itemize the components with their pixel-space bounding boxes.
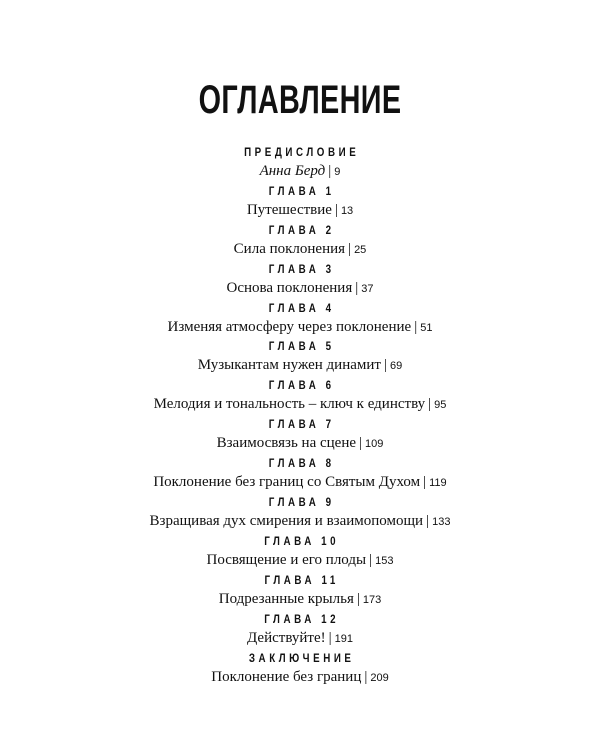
toc-entry-heading: ГЛАВА 4 — [268, 302, 335, 315]
toc-entry-line — [0, 589, 600, 610]
toc-entry-heading: ГЛАВА 8 — [268, 458, 335, 471]
separator: | — [334, 201, 338, 218]
toc-entry-page-number: 9 — [334, 166, 341, 178]
toc-entry-page-number: 153 — [375, 554, 394, 567]
separator: | — [356, 590, 360, 607]
toc-entry-line — [0, 667, 600, 688]
toc-entry-heading: ГЛАВА 6 — [268, 380, 335, 393]
toc-entry-title: Действуйте! — [247, 629, 326, 646]
page-title: ОГЛАВЛЕНИЕ — [198, 78, 402, 122]
toc-entry-line — [0, 200, 600, 221]
toc-entry-title: Взращивая дух смирения и взаимопомощи — [149, 513, 424, 530]
separator: | — [369, 551, 373, 568]
separator: | — [426, 513, 430, 530]
toc-entry — [0, 651, 600, 690]
toc-entry-line — [0, 511, 600, 532]
separator: | — [428, 396, 432, 413]
toc-entry — [0, 573, 600, 612]
toc-entry-page-number: 51 — [420, 321, 433, 334]
toc-entry — [0, 339, 600, 378]
toc-entry-title: Взаимосвязь на сцене — [216, 435, 357, 452]
toc-entry-heading: ГЛАВА 11 — [264, 574, 339, 587]
separator: | — [328, 163, 332, 179]
toc-entry-title: Анна Берд — [259, 163, 326, 179]
toc-entry-title: Основа поклонения — [226, 279, 353, 296]
toc-entry-heading: ГЛАВА 2 — [268, 224, 335, 237]
separator: | — [423, 474, 427, 491]
toc-entry-page-number: 37 — [361, 282, 374, 295]
table-of-contents — [0, 145, 600, 689]
separator: | — [328, 629, 332, 646]
toc-entry-heading: ГЛАВА 9 — [268, 497, 335, 510]
toc-entry-title: Посвящение и его плоды — [206, 551, 367, 568]
toc-entry-title: Изменяя атмосферу через поклонение — [167, 318, 412, 335]
separator: | — [383, 357, 387, 374]
toc-entry-title: Поклонение без границ со Святым Духом — [153, 474, 421, 491]
toc-entry — [0, 534, 600, 573]
separator: | — [364, 668, 368, 685]
toc-entry-line — [0, 472, 600, 493]
toc-entry — [0, 301, 600, 340]
separator: | — [355, 279, 359, 296]
toc-entry-line — [0, 433, 600, 454]
toc-entry — [0, 184, 600, 223]
toc-entry-heading: ГЛАВА 7 — [268, 419, 335, 432]
toc-entry-title: Музыкантам нужен динамит — [197, 357, 381, 374]
separator: | — [359, 435, 363, 452]
toc-entry-page-number: 109 — [365, 438, 384, 451]
toc-entry-title: Мелодия и тональность – ключ к единству — [153, 396, 426, 413]
toc-entry-line — [0, 355, 600, 376]
toc-entry-heading: ГЛАВА 3 — [268, 263, 335, 276]
toc-entry-page-number: 95 — [434, 399, 447, 412]
toc-entry-heading: ЗАКЛЮЧЕНИЕ — [248, 652, 355, 665]
toc-entry — [0, 145, 600, 184]
separator: | — [348, 240, 352, 257]
toc-entry-page-number: 69 — [389, 360, 403, 373]
toc-entry — [0, 495, 600, 534]
toc-entry-line — [0, 394, 600, 415]
toc-entry-page-number: 133 — [432, 516, 451, 529]
toc-entry-line — [0, 278, 600, 299]
toc-entry-heading: ГЛАВА 12 — [264, 613, 340, 626]
toc-entry-heading: ГЛАВА 10 — [264, 535, 340, 548]
toc-entry — [0, 612, 600, 651]
toc-entry-page-number: 209 — [370, 671, 389, 684]
toc-entry-page-number: 13 — [340, 204, 354, 217]
toc-entry-title: Поклонение без границ — [211, 668, 362, 685]
separator: | — [414, 318, 418, 335]
toc-entry-page-number: 191 — [334, 632, 353, 645]
toc-entry-title: Путешествие — [246, 201, 332, 218]
toc-entry-heading: ГЛАВА 5 — [268, 341, 335, 354]
toc-entry-page-number: 119 — [429, 477, 447, 490]
toc-entry-title: Сила поклонения — [233, 240, 346, 257]
toc-entry-line — [0, 628, 600, 649]
toc-entry — [0, 262, 600, 301]
toc-entry-line — [0, 317, 600, 338]
toc-entry-line — [0, 239, 600, 260]
toc-entry — [0, 223, 600, 262]
toc-entry-page-number: 25 — [354, 243, 367, 256]
toc-entry-line — [0, 161, 600, 182]
toc-entry-heading: ПРЕДИСЛОВИЕ — [244, 147, 360, 159]
toc-entry — [0, 456, 600, 495]
toc-entry-title: Подрезанные крылья — [218, 590, 354, 607]
toc-entry — [0, 417, 600, 456]
toc-entry-heading: ГЛАВА 1 — [268, 185, 335, 198]
toc-entry-line — [0, 550, 600, 571]
toc-entry — [0, 378, 600, 417]
toc-entry-page-number: 173 — [362, 593, 382, 606]
